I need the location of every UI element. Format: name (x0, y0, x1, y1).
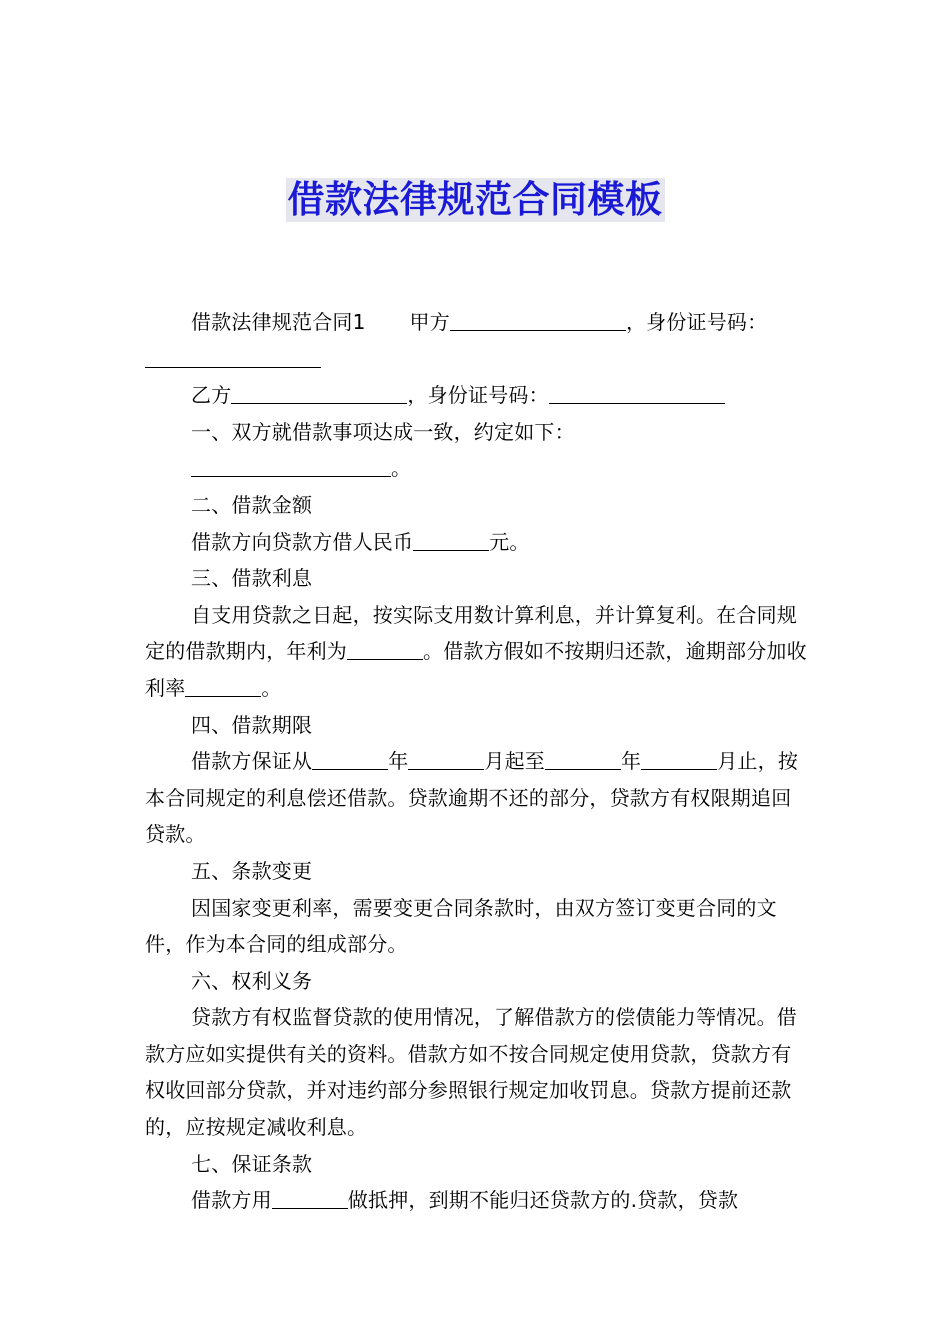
section-5-text: 因国家变更利率，需要变更合同条款时，由双方签订变更合同的文件，作为本合同的组成部分。 (145, 895, 777, 957)
title-container (0, 178, 950, 222)
end-year-blank (545, 747, 621, 770)
guarantee-text-a: 借款方用 (191, 1188, 272, 1213)
contract-body (145, 304, 810, 1219)
section-6-heading: 六、权利义务 (191, 968, 313, 993)
section-7-text (145, 1182, 810, 1219)
term-text-b: 月起至 (484, 749, 546, 774)
interest-text-a: 自支用贷款之日起，按实际支用数计算利息，并计算复利。在合同规定的借款期内，年利为 (145, 602, 797, 664)
section-1-blank-line (145, 450, 810, 487)
start-month-blank (408, 747, 484, 770)
section-4-text (145, 743, 810, 853)
section-4-heading: 四、借款期限 (191, 712, 313, 737)
year-label: 年 (388, 749, 409, 774)
term-text-a: 借款方保证从 (191, 749, 313, 774)
party-b-blank (231, 381, 407, 404)
party-b-id-blank (549, 381, 725, 404)
contract-heading: 借款法律规范合同1 (191, 310, 366, 334)
party-a-label: 甲方 (409, 310, 450, 334)
section-2-text (145, 524, 810, 561)
party-a-id-blank (145, 345, 321, 368)
section-1-text: 一、双方就借款事项达成一致，约定如下： (191, 419, 575, 444)
loan-amount-label: 借款方向贷款方借人民币 (191, 529, 414, 554)
guarantee-text-b: 做抵押，到期不能归还贷款方的.贷款，贷款 (347, 1188, 739, 1213)
start-year-blank (312, 747, 388, 770)
loan-amount-unit: 元。 (489, 529, 530, 554)
party-b-label: 乙方 (191, 383, 232, 408)
section-5-heading: 五、条款变更 (191, 858, 313, 883)
party-b-line (145, 377, 810, 414)
year-label-2: 年 (621, 749, 642, 774)
party-a-blank (450, 308, 626, 331)
party-a-id-line (145, 341, 810, 378)
document-title: 借款法律规范合同模板 (287, 178, 663, 221)
party-b-id-label: ，身份证号码： (407, 383, 549, 408)
overdue-rate-blank (185, 674, 261, 697)
end-month-blank (641, 747, 717, 770)
collateral-blank (272, 1186, 348, 1209)
annual-rate-blank (347, 637, 423, 660)
interest-text-c: 。 (261, 675, 282, 700)
section-7-heading: 七、保证条款 (191, 1151, 313, 1176)
intro-line (145, 304, 810, 341)
section-2-heading: 二、借款金额 (191, 492, 313, 517)
section-3-text (145, 597, 810, 707)
interest-text-b: 。借款方假如不按期归还款，逾期部分加收利率 (145, 639, 807, 700)
section-1-end: 。 (391, 456, 412, 481)
term-text-c: 月止，按本合同规定的利息偿还借款。贷款逾期不还的部分，贷款方有权限期追回贷款。 (145, 749, 799, 847)
section-6-text: 贷款方有权监督贷款的使用情况，了解借款方的偿债能力等情况。借款方应如实提供有关的资料。借款方如不按合同规定使用贷款，贷款方有权收回部分贷款，并对违约部分参照银行规定加收罚息。贷款方提前还款的，应按规定减收利息。 (145, 1005, 797, 1140)
loan-amount-blank (413, 528, 489, 551)
section-3-heading: 三、借款利息 (191, 566, 313, 591)
agreement-blank (191, 454, 391, 477)
party-a-id-label: ，身份证号码： (625, 310, 768, 334)
